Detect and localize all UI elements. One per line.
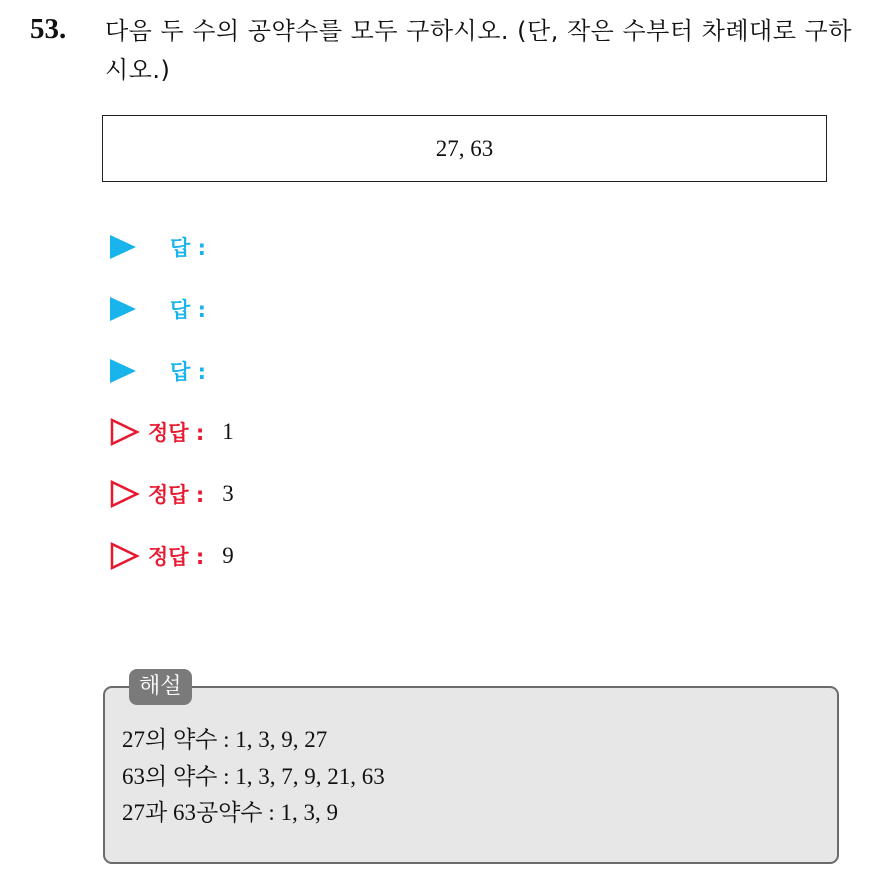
question-text: 다음 두 수의 공약수를 모두 구하시오. (단, 작은 수부터 차례대로 구하시오.) xyxy=(105,17,852,84)
filled-right-triangle-icon xyxy=(110,359,136,383)
correct-answer-row xyxy=(110,416,234,448)
outline-right-triangle-icon xyxy=(110,480,140,508)
filled-right-triangle-icon xyxy=(110,297,136,321)
solution-lines xyxy=(122,722,385,832)
solution-tab: 해설 xyxy=(129,669,192,705)
outline-right-triangle-icon xyxy=(110,542,140,570)
correct-answer-value: 1 xyxy=(222,419,234,444)
outline-right-triangle-icon xyxy=(110,418,140,446)
correct-answer-value: 3 xyxy=(222,481,234,506)
given-numbers: 27, 63 xyxy=(435,135,494,161)
answer-label: 답 : xyxy=(170,298,206,322)
solution-line: 27의 약수 : 1, 3, 9, 27 xyxy=(122,727,328,752)
correct-answer-label: 정답 : xyxy=(148,421,205,445)
answer-label: 답 : xyxy=(170,360,206,384)
correct-answer-label: 정답 : xyxy=(148,545,205,569)
correct-answer-value: 9 xyxy=(222,543,234,568)
answer-row[interactable] xyxy=(110,294,206,324)
correct-answer-label: 정답 : xyxy=(148,483,205,507)
correct-answer-row xyxy=(110,540,234,572)
filled-right-triangle-icon xyxy=(110,235,136,259)
given-numbers-box xyxy=(102,115,827,182)
answer-label: 답 : xyxy=(170,236,206,260)
answer-row[interactable] xyxy=(110,356,206,386)
answer-row[interactable] xyxy=(110,232,206,262)
question-number: 53. xyxy=(30,13,67,45)
solution-line: 27과 63공약수 : 1, 3, 9 xyxy=(122,800,339,825)
solution-line: 63의 약수 : 1, 3, 7, 9, 21, 63 xyxy=(122,763,385,789)
correct-answer-row xyxy=(110,478,234,510)
